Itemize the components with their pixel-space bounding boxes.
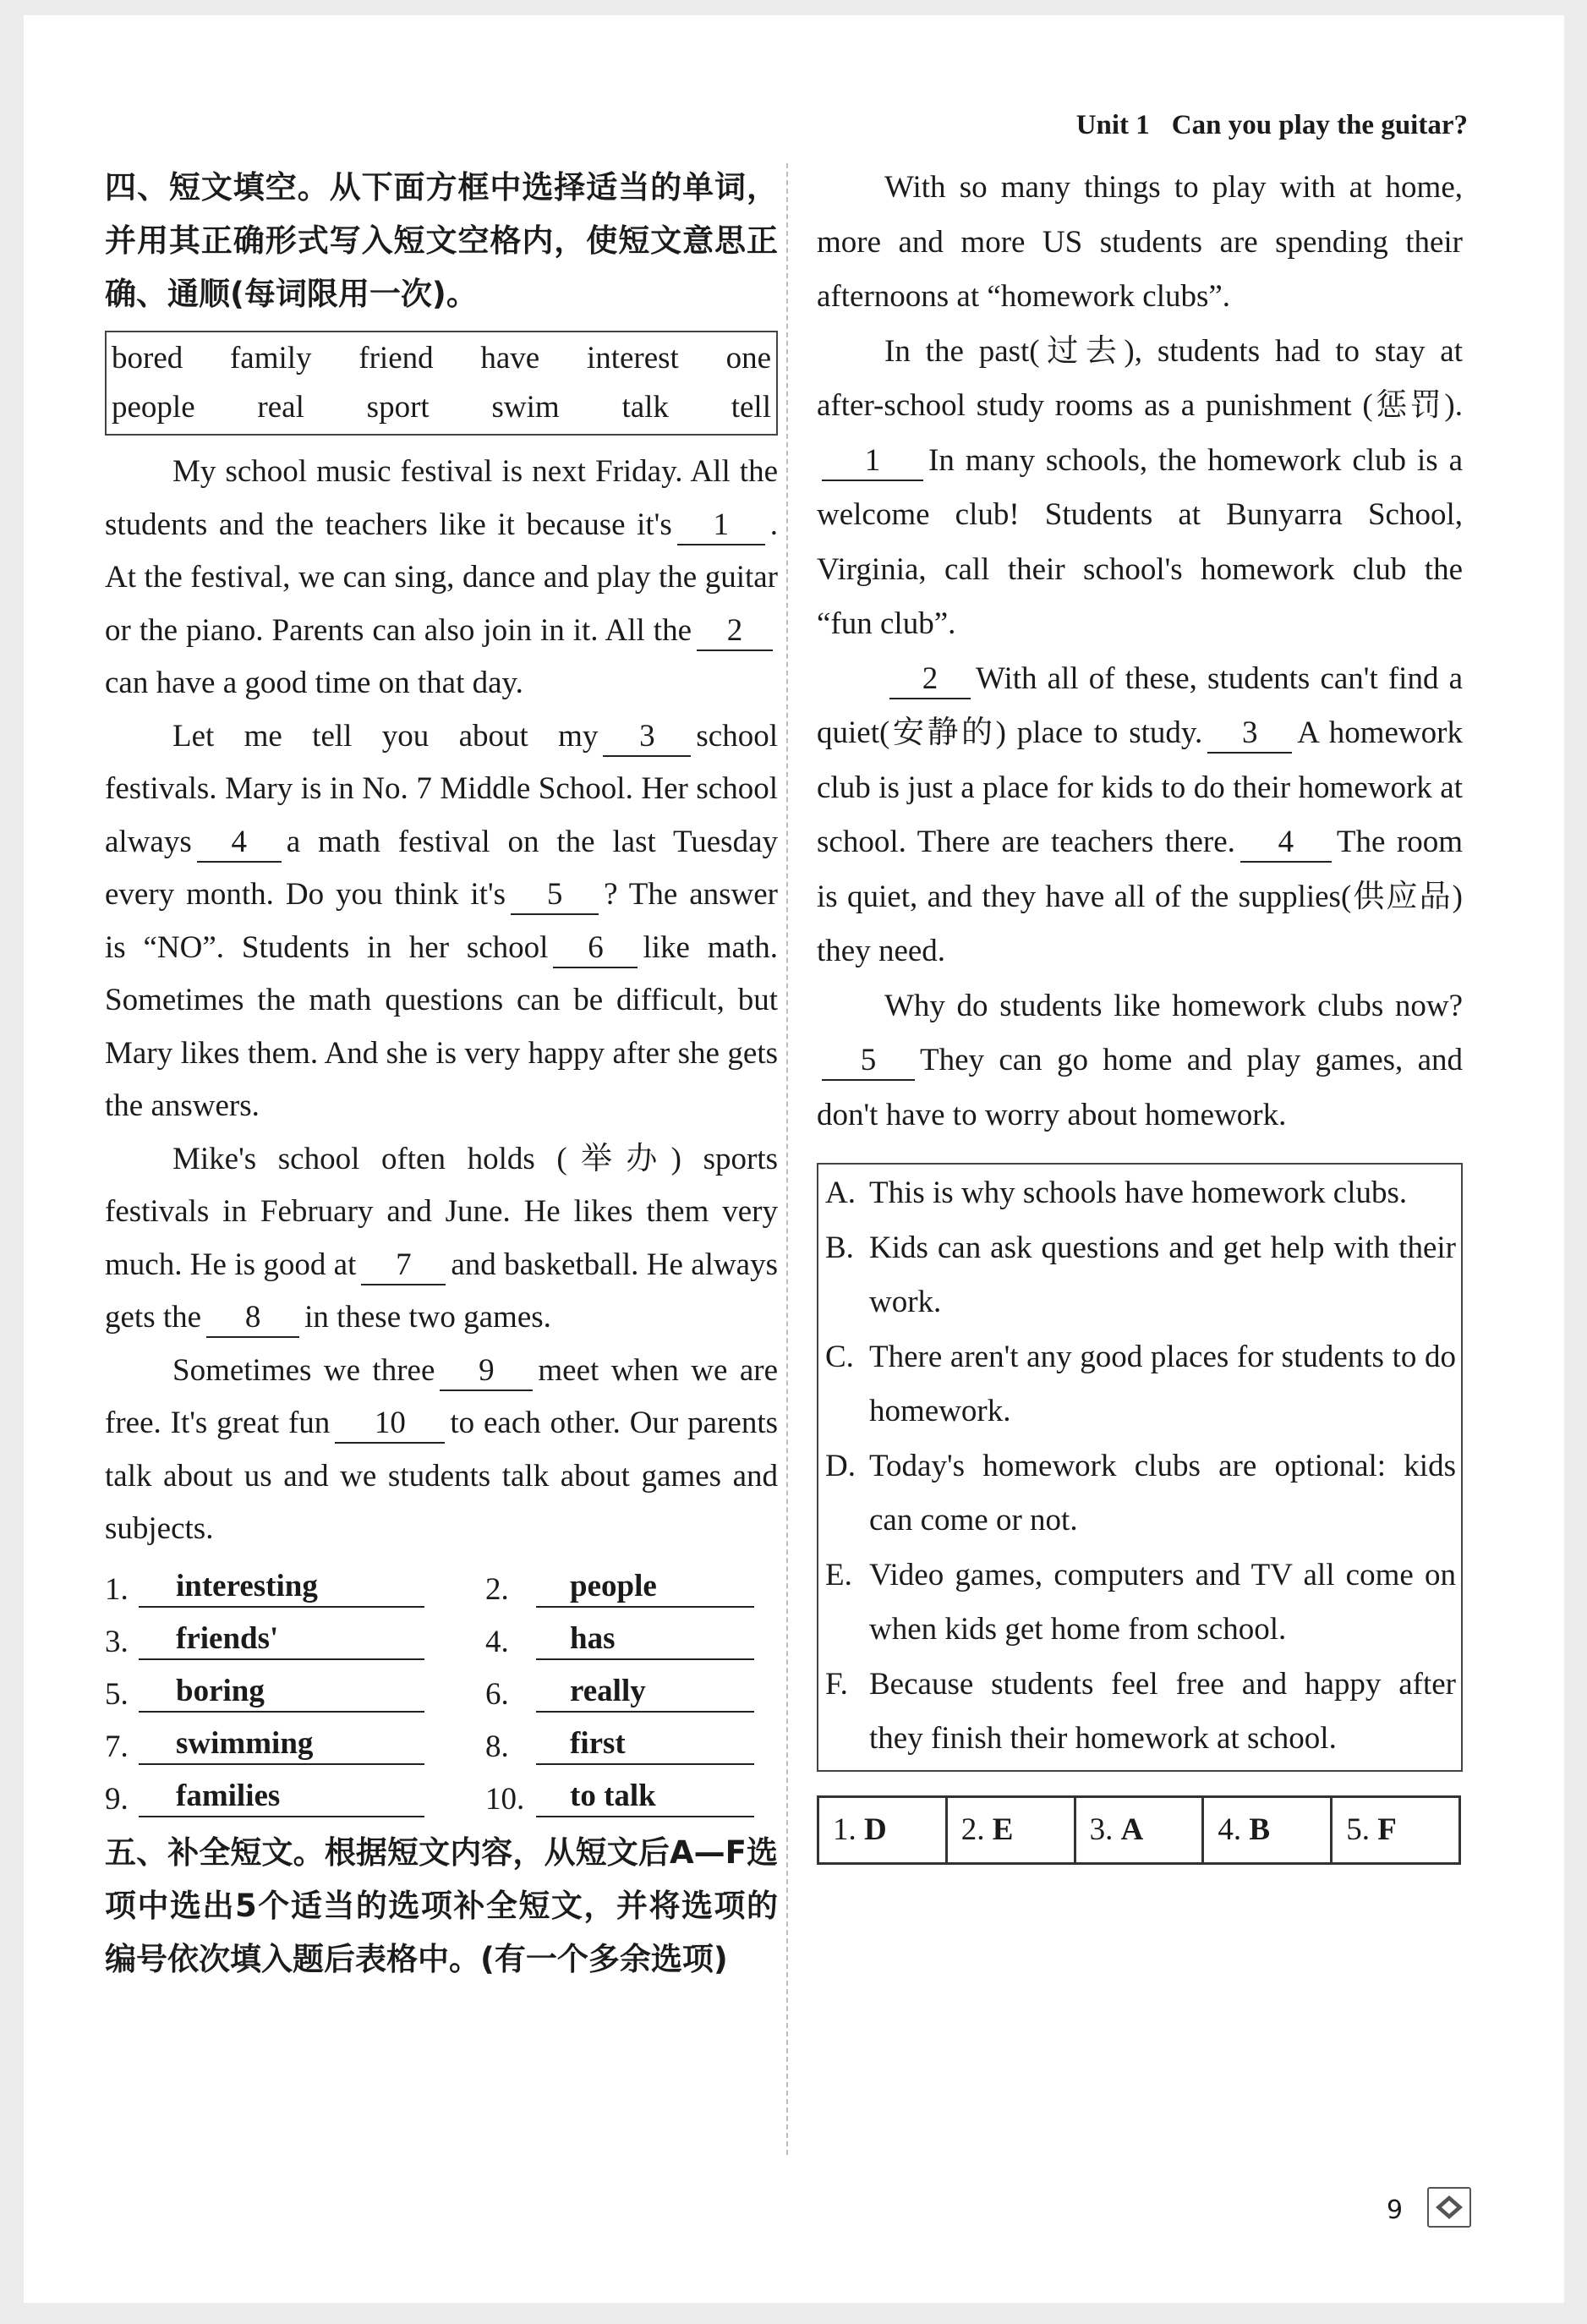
answer-item: 4. has [485,1612,756,1660]
answer-item: 2. people [485,1559,756,1608]
page-header [1076,110,1468,141]
word: talk [621,390,669,425]
answer-item: 6. really [485,1664,756,1713]
answer-item: 7. swimming [105,1717,485,1765]
answer-value[interactable]: really [536,1672,754,1713]
gap-5: 5 [822,1042,915,1081]
passage-paragraph: In the past(过去), students had to stay at after-school study rooms as a punishment (惩罚).1 In many schools, the homework club is a welcome club! Students at Bunyarra School, Virginia, call their school's homework club the “fun club”. [817,333,1463,641]
answer-item: 3. friends' [105,1612,485,1660]
answer-cell[interactable]: 1. D [818,1796,947,1863]
answer-value[interactable]: people [536,1567,754,1608]
gap-2: 2 [889,660,971,699]
option-item: B. Kids can ask questions and get help with their work. [825,1230,1456,1319]
column-divider [786,163,788,2155]
blank-1: 1 [677,507,765,545]
word: have [480,341,540,375]
right-column [817,161,1463,1865]
word: tell [731,390,771,425]
diamond-icon [1429,2189,1469,2226]
answer-item: 9. families [105,1769,485,1817]
word: real [257,390,304,425]
word-box-row [112,383,771,432]
answer-value[interactable]: friends' [139,1620,424,1660]
word-box [105,331,778,436]
gap-3: 3 [1207,715,1292,754]
answer-item: 8. first [485,1717,756,1765]
word: swim [491,390,560,425]
word: family [229,341,312,375]
option-item: C. There aren't any good places for students to do homework. [825,1339,1456,1428]
answer-item: 10. to talk [485,1769,756,1817]
passage-paragraph: Why do students like homework clubs now?5 They can go home and play games, and don't have to worry about homework. [817,988,1463,1132]
answer-cell[interactable]: 5. F [1332,1796,1460,1863]
left-column [105,161,778,1986]
unit-label: Unit 1 [1075,110,1150,140]
answer-value[interactable]: families [139,1777,424,1817]
answer-value[interactable]: swimming [139,1724,424,1765]
answer-table [817,1795,1461,1865]
blank-4: 4 [197,824,282,863]
passage-paragraph: With so many things to play with at home, more and more US students are spending their afternoons at “homework clubs”. [817,170,1463,314]
gap-1: 1 [822,442,923,481]
answer-cell[interactable]: 4. B [1203,1796,1332,1863]
section5-heading: 五、补全短文。根据短文内容，从短文后A—F选项中选出5个适当的选项补全短文，并将选项的编号依次填入题后表格中。(有一个多余选项) [105,1833,778,1977]
answer-cell[interactable]: 3. A [1075,1796,1203,1863]
section4-answers [105,1559,778,1817]
word: interest [586,341,679,375]
section4-heading: 四、短文填空。从下面方框中选择适当的单词，并用其正确形式写入短文空格内，使短文意思正确、通顺(每词限用一次)。 [105,169,778,312]
blank-2: 2 [697,612,773,651]
option-item: D. Today's homework clubs are optional: kids can come or not. [825,1448,1456,1537]
passage-paragraph: Let me tell you about my 3 school festivals. Mary is in No. 7 Middle School. Her school always 4 a math festival on the last Tuesday every month. Do you think it's 5 ? The answer is “NO”. Students in her school 6 like math. Sometimes the math questions can be difficult, but Mary likes them. And she is very happy after she gets the answers. [105,718,778,1123]
options-box [817,1163,1463,1772]
word: friend [358,341,434,375]
blank-10: 10 [335,1405,445,1444]
word: people [112,390,195,425]
blank-5: 5 [511,876,599,915]
word: sport [366,390,430,425]
publisher-logo-icon [1427,2187,1471,2228]
option-item: A. This is why schools have homework clubs. [825,1176,1408,1210]
answer-value[interactable]: first [536,1724,754,1765]
passage-paragraph: 2 With all of these, students can't find a quiet(安静的) place to study. 3 A homework club is just a place for kids to do their homework at school. There are teachers there. 4 The room is quiet, and they have all of the supplies(供应品) they need. [817,660,1463,968]
option-item: E. Video games, computers and TV all come on when kids get home from school. [825,1557,1456,1647]
answer-item: 1. interesting [105,1559,485,1608]
unit-title: Can you play the guitar? [1171,110,1468,140]
gap-4: 4 [1240,824,1332,863]
passage-paragraph: Mike's school often holds (举办) sports festivals in February and June. He likes them very much. He is good at 7 and basketball. He always gets the 8 in these two games. [105,1133,778,1345]
answer-value[interactable]: to talk [536,1777,754,1817]
blank-3: 3 [603,718,691,757]
answer-cell[interactable]: 2. E [946,1796,1075,1863]
answer-value[interactable]: boring [139,1672,424,1713]
blank-7: 7 [361,1247,446,1285]
answer-item: 5. boring [105,1664,485,1713]
word-box-row [112,334,771,383]
word: one [725,341,771,375]
blank-9: 9 [440,1352,533,1391]
blank-6: 6 [553,929,638,968]
answer-value[interactable]: has [536,1620,754,1660]
workbook-page [24,15,1564,2303]
passage-paragraph: My school music festival is next Friday. All the students and the teachers like it because it's 1 . At the festival, we can sing, dance and play the guitar or the piano. Parents can also join in it. All the 2can have a good time on that day. [105,454,778,700]
passage-paragraph: Sometimes we three 9 meet when we are free. It's great fun 10 to each other. Our parents talk about us and we students talk about games and subjects. [105,1352,778,1546]
answer-table-row [818,1796,1460,1863]
word: bored [112,341,183,375]
blank-8: 8 [206,1299,299,1338]
page-number: 9 [1387,2195,1404,2225]
option-item: F. Because students feel free and happy after they finish their homework at school. [825,1666,1456,1756]
answer-value[interactable]: interesting [139,1567,424,1608]
